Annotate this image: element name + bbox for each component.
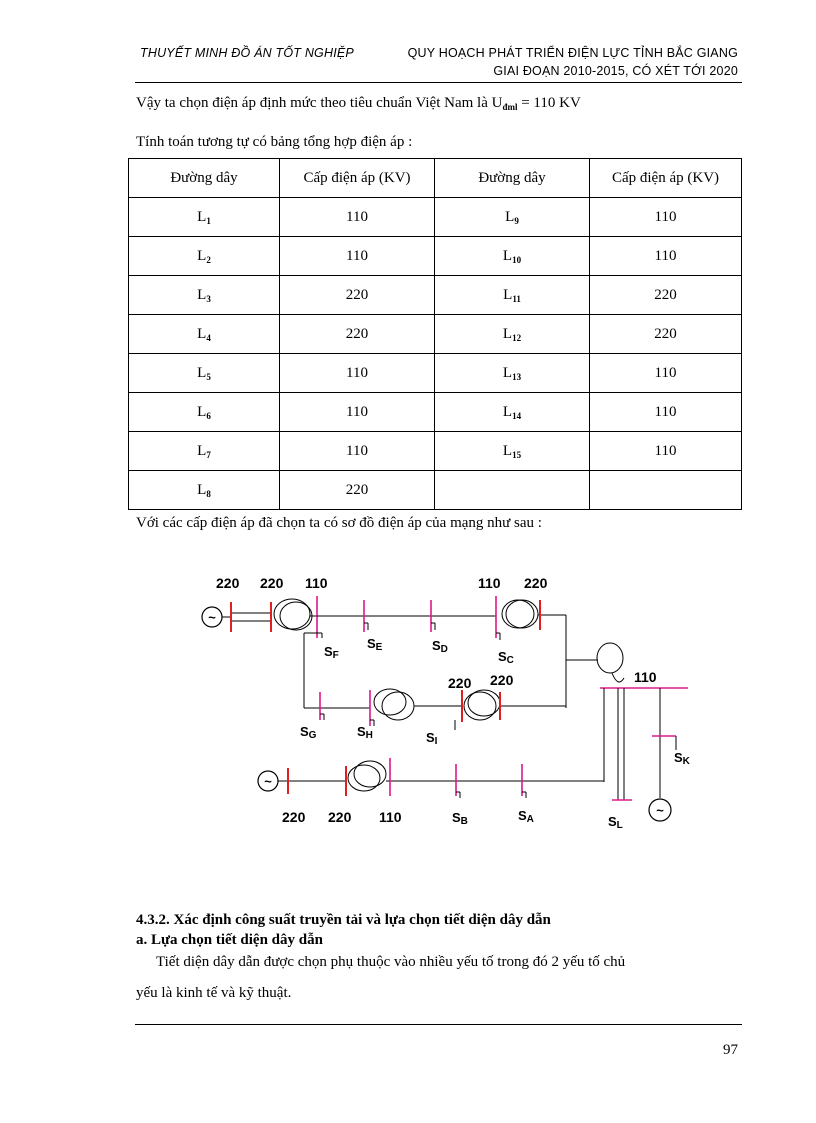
intro-line-1-sub: đml	[502, 102, 518, 112]
table-row	[129, 276, 742, 315]
voltage-label: 220	[216, 575, 240, 591]
table-header-cell: Cấp điện áp (KV)	[590, 159, 742, 198]
voltage-cell: 110	[280, 237, 435, 276]
line-index: 11	[512, 293, 521, 304]
voltage-label: 220	[260, 575, 284, 591]
voltage-cell: 220	[280, 276, 435, 315]
transformer-bottom	[348, 761, 386, 791]
voltage-cell: 110	[590, 198, 742, 237]
load-label-g: SG	[300, 724, 317, 741]
line-index: 15	[512, 449, 522, 460]
line-letter: L	[502, 403, 513, 420]
line-cell	[129, 237, 280, 276]
header-right-title-line1: QUY HOẠCH PHÁT TRIỂN ĐIỆN LỰC TỈNH BẮC GIANG	[407, 46, 738, 60]
generator-symbol: ~	[264, 774, 272, 789]
line-index: 13	[512, 371, 522, 382]
load-label-i: SI	[426, 730, 438, 747]
line-cell	[129, 198, 280, 237]
line-cell	[435, 471, 590, 510]
voltage-cell: 110	[280, 393, 435, 432]
table-row	[129, 198, 742, 237]
intro-line-2: Tính toán tương tự có bảng tổng hợp điện áp :	[136, 134, 413, 150]
footer-rule	[135, 1024, 742, 1025]
voltage-cell: 110	[280, 198, 435, 237]
voltage-cell: 110	[590, 393, 742, 432]
line-letter: L	[502, 364, 513, 381]
voltage-cell	[590, 471, 742, 510]
section-heading: 4.3.2. Xác định công suất truyền tải và lựa chọn tiết diện dây dẫn	[136, 912, 551, 928]
page-number: 97	[723, 1042, 738, 1058]
line-cell	[129, 315, 280, 354]
load-label-k: SK	[674, 750, 690, 767]
load-label-d: SD	[432, 638, 448, 655]
voltage-summary-table	[128, 158, 742, 510]
load-label-f: SF	[324, 644, 339, 661]
load-label-l: SL	[608, 814, 623, 831]
line-index: 8	[206, 488, 211, 499]
line-index: 1	[206, 215, 211, 226]
load-label-b: SB	[452, 810, 468, 827]
line-index: 7	[206, 449, 211, 460]
line-cell	[435, 393, 590, 432]
table-header-cell: Đường dây	[129, 159, 280, 198]
voltage-label: 220	[524, 575, 548, 591]
voltage-label: 110	[379, 809, 402, 825]
table-header-row	[129, 159, 742, 198]
line-index: 9	[514, 215, 519, 226]
line-index: 5	[206, 371, 211, 382]
line-letter: L	[197, 403, 207, 420]
line-cell	[435, 432, 590, 471]
voltage-label: 220	[490, 672, 514, 688]
intro-line-1-text: Vậy ta chọn điện áp định mức theo tiêu chuẩn Việt Nam là U	[136, 95, 503, 111]
line-index: 14	[512, 410, 522, 421]
load-label-e: SE	[367, 636, 383, 653]
intro-line-1	[136, 95, 581, 112]
voltage-cell: 110	[280, 432, 435, 471]
transformer-middle-left	[374, 689, 414, 720]
line-letter: L	[197, 325, 207, 342]
line-cell	[435, 354, 590, 393]
line-cell	[129, 432, 280, 471]
load-label-h: SH	[357, 724, 373, 741]
voltage-label: 110	[305, 575, 328, 591]
generator-symbol: ~	[656, 803, 664, 818]
line-letter: L	[197, 442, 207, 459]
voltage-label: 220	[282, 809, 306, 825]
line-cell	[129, 393, 280, 432]
table-header-cell: Đường dây	[435, 159, 590, 198]
table-row	[129, 393, 742, 432]
voltage-cell: 220	[590, 276, 742, 315]
voltage-cell: 110	[280, 354, 435, 393]
line-letter: L	[503, 286, 513, 303]
line-letter: L	[502, 247, 513, 264]
line-index: 3	[206, 293, 211, 304]
line-cell	[129, 276, 280, 315]
voltage-cell: 220	[280, 315, 435, 354]
generator-top-left	[202, 607, 222, 627]
section-body-line-1: Tiết diện dây dẫn được chọn phụ thuộc vào nhiều yếu tố trong đó 2 yếu tố chủ	[156, 954, 626, 970]
line-letter: L	[502, 442, 513, 459]
line-cell	[435, 276, 590, 315]
voltage-cell: 110	[590, 237, 742, 276]
line-index: 2	[206, 254, 211, 265]
line-letter: L	[505, 208, 515, 225]
line-index: 4	[206, 332, 211, 343]
voltage-cell: 220	[280, 471, 435, 510]
line-letter: L	[197, 286, 207, 303]
voltage-label: 110	[478, 575, 501, 591]
line-letter: L	[197, 247, 207, 264]
table-row	[129, 471, 742, 510]
table-header-cell: Cấp điện áp (KV)	[280, 159, 435, 198]
diagram-intro: Với các cấp điện áp đã chọn ta có sơ đồ điện áp của mạng như sau :	[136, 515, 542, 531]
line-letter: L	[197, 364, 207, 381]
section-subheading: a. Lựa chọn tiết diện dây dẫn	[136, 932, 323, 948]
section-body-line-2: yếu là kinh tế và kỹ thuật.	[136, 985, 292, 1001]
header-right-title-line2: GIAI ĐOẠN 2010-2015, CÓ XÉT TỚI 2020	[493, 64, 738, 78]
table-row	[129, 354, 742, 393]
line-index: 6	[206, 410, 211, 421]
transformer-top-left	[274, 599, 312, 630]
line-cell	[129, 471, 280, 510]
line-cell	[129, 354, 280, 393]
load-label-c: SC	[498, 649, 514, 666]
table-row	[129, 432, 742, 471]
line-letter: L	[502, 325, 513, 342]
line-index: 12	[512, 332, 522, 343]
transformer-middle-right	[464, 690, 500, 720]
table-row	[129, 315, 742, 354]
voltage-cell: 110	[590, 354, 742, 393]
line-cell	[435, 198, 590, 237]
voltage-network-diagram	[0, 560, 816, 850]
voltage-label: 110	[634, 669, 657, 685]
table-row	[129, 237, 742, 276]
line-letter: L	[197, 208, 207, 225]
generator-symbol: ~	[208, 610, 216, 625]
intro-line-1-value: = 110 KV	[517, 95, 581, 111]
line-index: 10	[512, 254, 522, 265]
header-rule	[135, 82, 742, 83]
generator-bottom-right	[649, 799, 671, 821]
line-cell	[435, 315, 590, 354]
generator-bottom-left	[258, 771, 278, 791]
transformer-right	[597, 643, 624, 682]
voltage-cell: 220	[590, 315, 742, 354]
transformer-top-right	[502, 600, 538, 628]
load-label-a: SA	[518, 808, 534, 825]
line-letter: L	[197, 481, 207, 498]
voltage-cell: 110	[590, 432, 742, 471]
voltage-label: 220	[328, 809, 352, 825]
header-left-title: THUYẾT MINH ĐỒ ÁN TỐT NGHIỆP	[140, 46, 354, 60]
line-cell	[435, 237, 590, 276]
voltage-label: 220	[448, 675, 472, 691]
